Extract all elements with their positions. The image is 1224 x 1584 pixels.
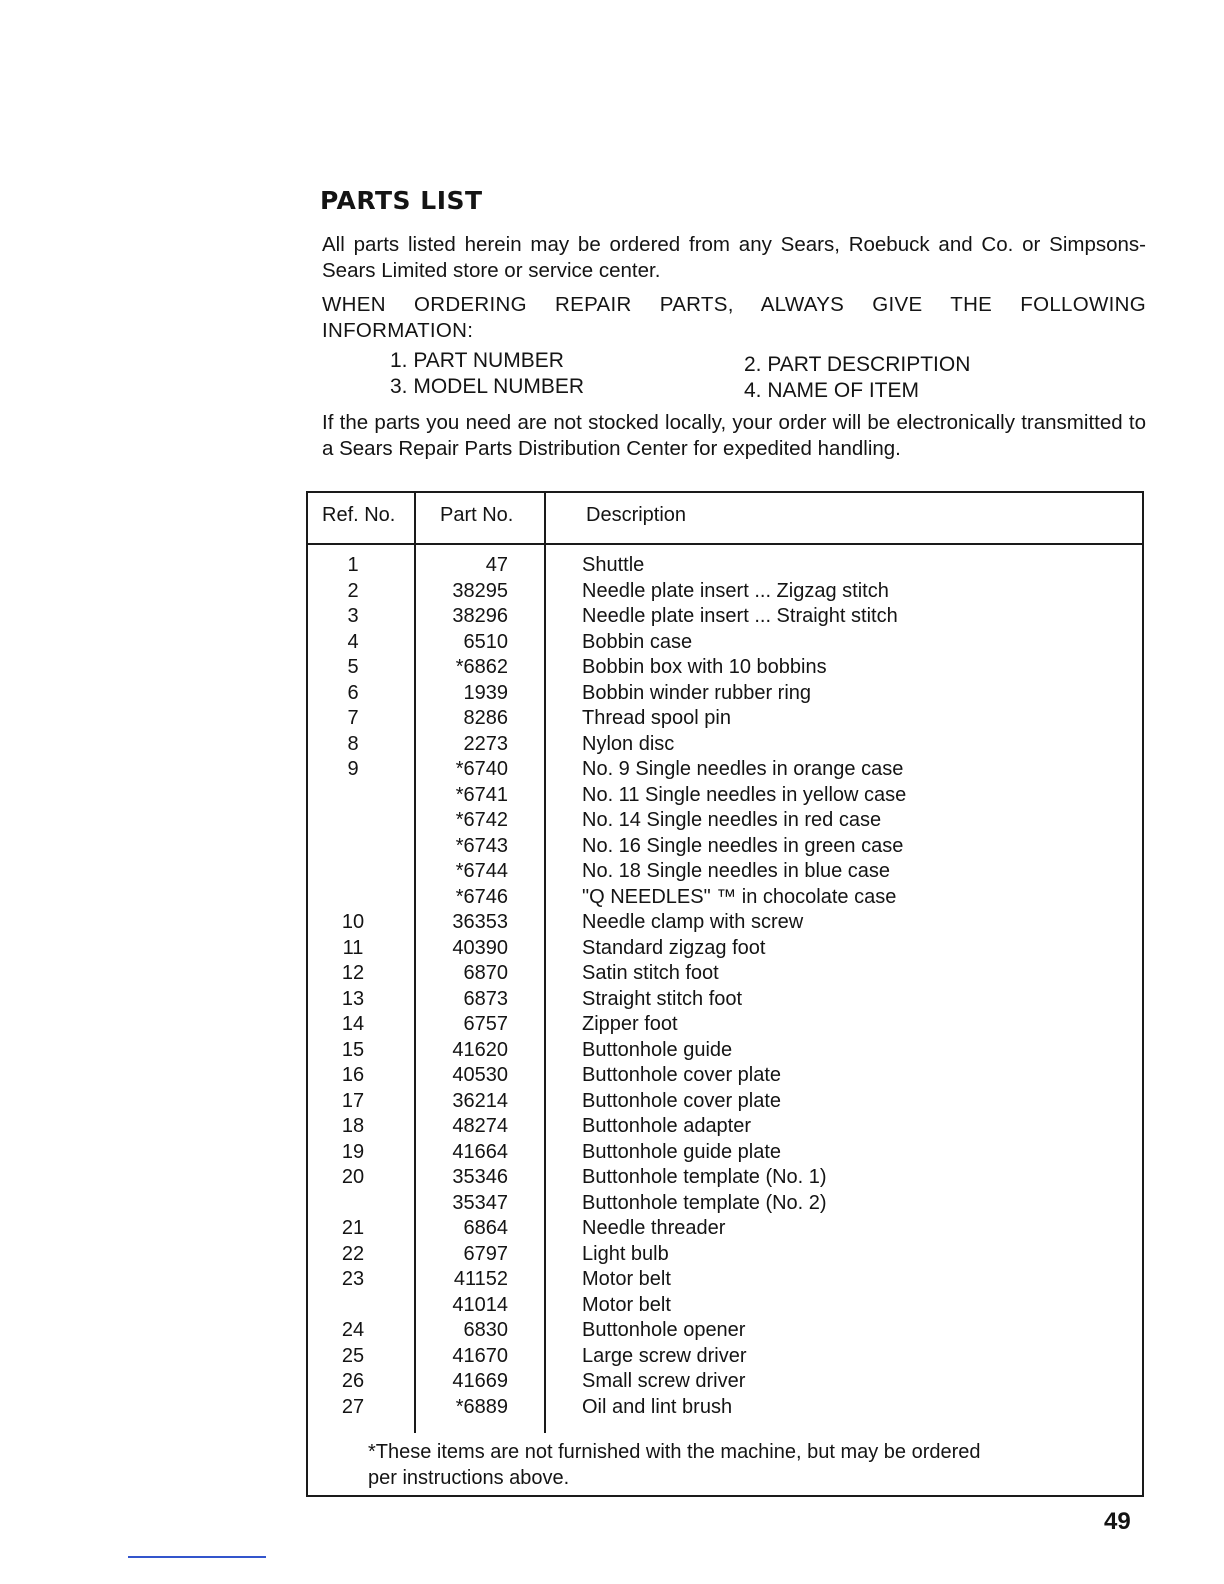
table-row: [308, 681, 1142, 707]
table-row: [308, 834, 1142, 860]
table-row: [308, 1140, 1142, 1166]
table-row: [308, 579, 1142, 605]
description-cell: Bobbin case: [582, 630, 693, 653]
part-no-cell: 36353: [452, 911, 508, 933]
required-info-item: 4. NAME OF ITEM: [744, 379, 920, 402]
table-row: [308, 783, 1142, 809]
page-number: 49: [1104, 1508, 1131, 1535]
part-no-cell: 41152: [453, 1268, 508, 1290]
ref-no-cell: 3: [347, 605, 359, 627]
description-cell: Bobbin box with 10 bobbins: [582, 656, 827, 678]
description-cell: Buttonhole adapter: [582, 1115, 752, 1137]
ref-no-cell: 8: [347, 732, 359, 755]
decorative-rule: [128, 1556, 266, 1558]
table-row: [308, 1369, 1142, 1395]
part-no-cell: 40530: [452, 1064, 508, 1086]
description-cell: Buttonhole guide: [582, 1038, 733, 1061]
table-row: [308, 961, 1142, 987]
description-cell: Needle threader: [582, 1217, 726, 1239]
table-row: [308, 987, 1142, 1013]
ref-no-cell: 1: [347, 554, 359, 576]
description-cell: Buttonhole guide plate: [582, 1140, 782, 1163]
ref-no-cell: 6: [347, 681, 359, 704]
required-info-item: 3. MODEL NUMBER: [390, 375, 585, 398]
part-no-cell: *6746: [455, 885, 508, 908]
description-cell: Buttonhole template (No. 2): [582, 1191, 827, 1214]
ref-no-cell: 14: [341, 1013, 365, 1035]
part-no-cell: 48274: [452, 1115, 508, 1137]
table-row: [308, 1114, 1142, 1140]
table-row: [308, 1318, 1142, 1344]
part-no-cell: 41620: [452, 1038, 508, 1061]
parts-table: [306, 491, 1144, 1497]
table-row: [308, 630, 1142, 656]
description-cell: Oil and lint brush: [582, 1395, 733, 1418]
ref-no-cell: 15: [341, 1038, 365, 1061]
part-no-cell: *6741: [455, 783, 508, 806]
table-row: [308, 1344, 1142, 1370]
table-row: [308, 706, 1142, 732]
description-cell: "Q NEEDLES" ™ in chocolate case: [582, 885, 897, 908]
ref-no-cell: 11: [342, 936, 364, 959]
description-cell: No. 11 Single needles in yellow case: [582, 783, 907, 806]
ref-no-cell: 25: [341, 1344, 365, 1367]
description-cell: Straight stitch foot: [582, 987, 743, 1010]
description-cell: No. 18 Single needles in blue case: [582, 860, 890, 882]
ref-no-cell: 4: [347, 630, 359, 653]
distribution-note-paragraph: If the parts you need are not stocked locally, your order will be electronically transmitted to a Sears Repair Parts Distribution Center for expedited handling.: [322, 411, 1146, 460]
ref-no-cell: 18: [341, 1115, 365, 1137]
description-cell: Zipper foot: [582, 1013, 678, 1035]
part-no-cell: 1939: [463, 681, 508, 704]
table-row: [308, 1191, 1142, 1217]
description-cell: Buttonhole template (No. 1): [582, 1166, 827, 1188]
part-no-cell: 6830: [463, 1319, 508, 1341]
description-cell: Satin stitch foot: [582, 962, 719, 984]
description-cell: Standard zigzag foot: [582, 936, 766, 959]
description-column-header: Description: [586, 504, 687, 526]
table-row: [308, 1038, 1142, 1064]
part-no-cell: 6873: [463, 987, 508, 1010]
part-no-cell: 8286: [463, 707, 508, 729]
table-row: [308, 1395, 1142, 1421]
part-no-cell: 6864: [463, 1217, 508, 1239]
part-no-cell: *6742: [455, 809, 508, 831]
part-no-cell: 41664: [452, 1140, 508, 1163]
table-row: [308, 553, 1142, 579]
ref-no-cell: 27: [341, 1395, 365, 1418]
table-row: [308, 604, 1142, 630]
ref-no-column-header: Ref. No.: [322, 504, 396, 526]
ref-no-cell: 19: [341, 1140, 365, 1163]
description-cell: Buttonhole opener: [582, 1319, 746, 1341]
part-no-cell: *6743: [455, 834, 508, 857]
table-row: [308, 655, 1142, 681]
ref-no-cell: 10: [341, 911, 365, 933]
description-cell: No. 16 Single needles in green case: [582, 834, 904, 857]
table-row: [308, 910, 1142, 936]
required-info-item: 1. PART NUMBER: [390, 349, 564, 372]
ref-no-cell: 9: [347, 758, 359, 780]
description-cell: Buttonhole cover plate: [582, 1064, 782, 1086]
table-row: [308, 1267, 1142, 1293]
ref-no-cell: 16: [341, 1064, 365, 1086]
part-no-cell: 41669: [452, 1370, 508, 1392]
table-row: [308, 885, 1142, 911]
part-no-cell: 41670: [452, 1344, 508, 1367]
parts-table-body: [308, 553, 1142, 1420]
part-no-cell: 6510: [463, 630, 508, 653]
ref-no-cell: 7: [347, 707, 359, 729]
part-no-cell: 38296: [452, 605, 508, 627]
part-no-cell: 36214: [452, 1089, 508, 1112]
table-row: [308, 1165, 1142, 1191]
description-cell: Shuttle: [582, 554, 645, 576]
description-cell: Thread spool pin: [582, 707, 731, 729]
required-info-instruction: WHEN ORDERING REPAIR PARTS, ALWAYS GIVE THE FOLLOWING INFORMATION:: [322, 293, 1146, 342]
description-cell: Nylon disc: [582, 732, 675, 755]
part-no-cell: 41014: [452, 1293, 508, 1316]
description-cell: Needle plate insert ... Zigzag stitch: [582, 579, 889, 602]
part-no-cell: 2273: [463, 732, 508, 755]
part-no-cell: 35347: [452, 1191, 508, 1214]
ref-no-cell: 20: [341, 1166, 365, 1188]
table-footnote: *These items are not furnished with the machine, but may be ordered per instructions above.: [368, 1441, 981, 1489]
part-no-cell: *6889: [455, 1395, 508, 1418]
description-cell: Light bulb: [582, 1242, 669, 1265]
table-row: [308, 1089, 1142, 1115]
ref-no-cell: 24: [341, 1319, 365, 1341]
table-row: [308, 1242, 1142, 1268]
ref-no-cell: 26: [341, 1370, 365, 1392]
description-cell: Large screw driver: [582, 1344, 747, 1367]
ref-no-cell: 13: [341, 987, 365, 1010]
table-row: [308, 1216, 1142, 1242]
parts-table-header: [308, 493, 1142, 545]
ref-no-cell: 5: [347, 656, 359, 678]
table-row: [308, 808, 1142, 834]
table-row: [308, 859, 1142, 885]
table-row: [308, 936, 1142, 962]
part-no-column-header: Part No.: [440, 504, 514, 526]
part-no-cell: 6757: [463, 1013, 508, 1035]
required-info-item: 2. PART DESCRIPTION: [744, 353, 971, 376]
ref-no-cell: 22: [341, 1242, 365, 1265]
description-cell: No. 9 Single needles in orange case: [582, 758, 904, 780]
table-row: [308, 757, 1142, 783]
part-no-cell: 6797: [463, 1242, 508, 1265]
description-cell: Small screw driver: [582, 1370, 746, 1392]
description-cell: Motor belt: [582, 1293, 671, 1316]
table-row: [308, 732, 1142, 758]
ref-no-cell: 2: [347, 579, 359, 602]
ordering-info-paragraph: All parts listed herein may be ordered from any Sears, Roebuck and Co. or Simpsons-Sears Limited store or service center.: [322, 233, 1146, 282]
part-no-cell: *6740: [455, 758, 508, 780]
description-cell: Needle clamp with screw: [582, 911, 804, 933]
table-row: [308, 1293, 1142, 1319]
part-no-cell: 38295: [452, 579, 508, 602]
part-no-cell: 47: [485, 554, 508, 576]
description-cell: Buttonhole cover plate: [582, 1089, 782, 1112]
table-row: [308, 1012, 1142, 1038]
part-no-cell: 35346: [452, 1166, 508, 1188]
page-title: PARTS LIST: [320, 186, 483, 215]
description-cell: Motor belt: [582, 1268, 671, 1290]
description-cell: Needle plate insert ... Straight stitch: [582, 605, 898, 627]
part-no-cell: 40390: [452, 936, 508, 959]
ref-no-cell: 12: [341, 962, 365, 984]
table-row: [308, 1063, 1142, 1089]
part-no-cell: *6862: [455, 656, 508, 678]
description-cell: No. 14 Single needles in red case: [582, 809, 882, 831]
part-no-cell: *6744: [455, 860, 508, 882]
ref-no-cell: 21: [341, 1217, 365, 1239]
ref-no-cell: 23: [341, 1268, 365, 1290]
ref-no-cell: 17: [341, 1089, 365, 1112]
part-no-cell: 6870: [463, 962, 508, 984]
description-cell: Bobbin winder rubber ring: [582, 681, 812, 704]
